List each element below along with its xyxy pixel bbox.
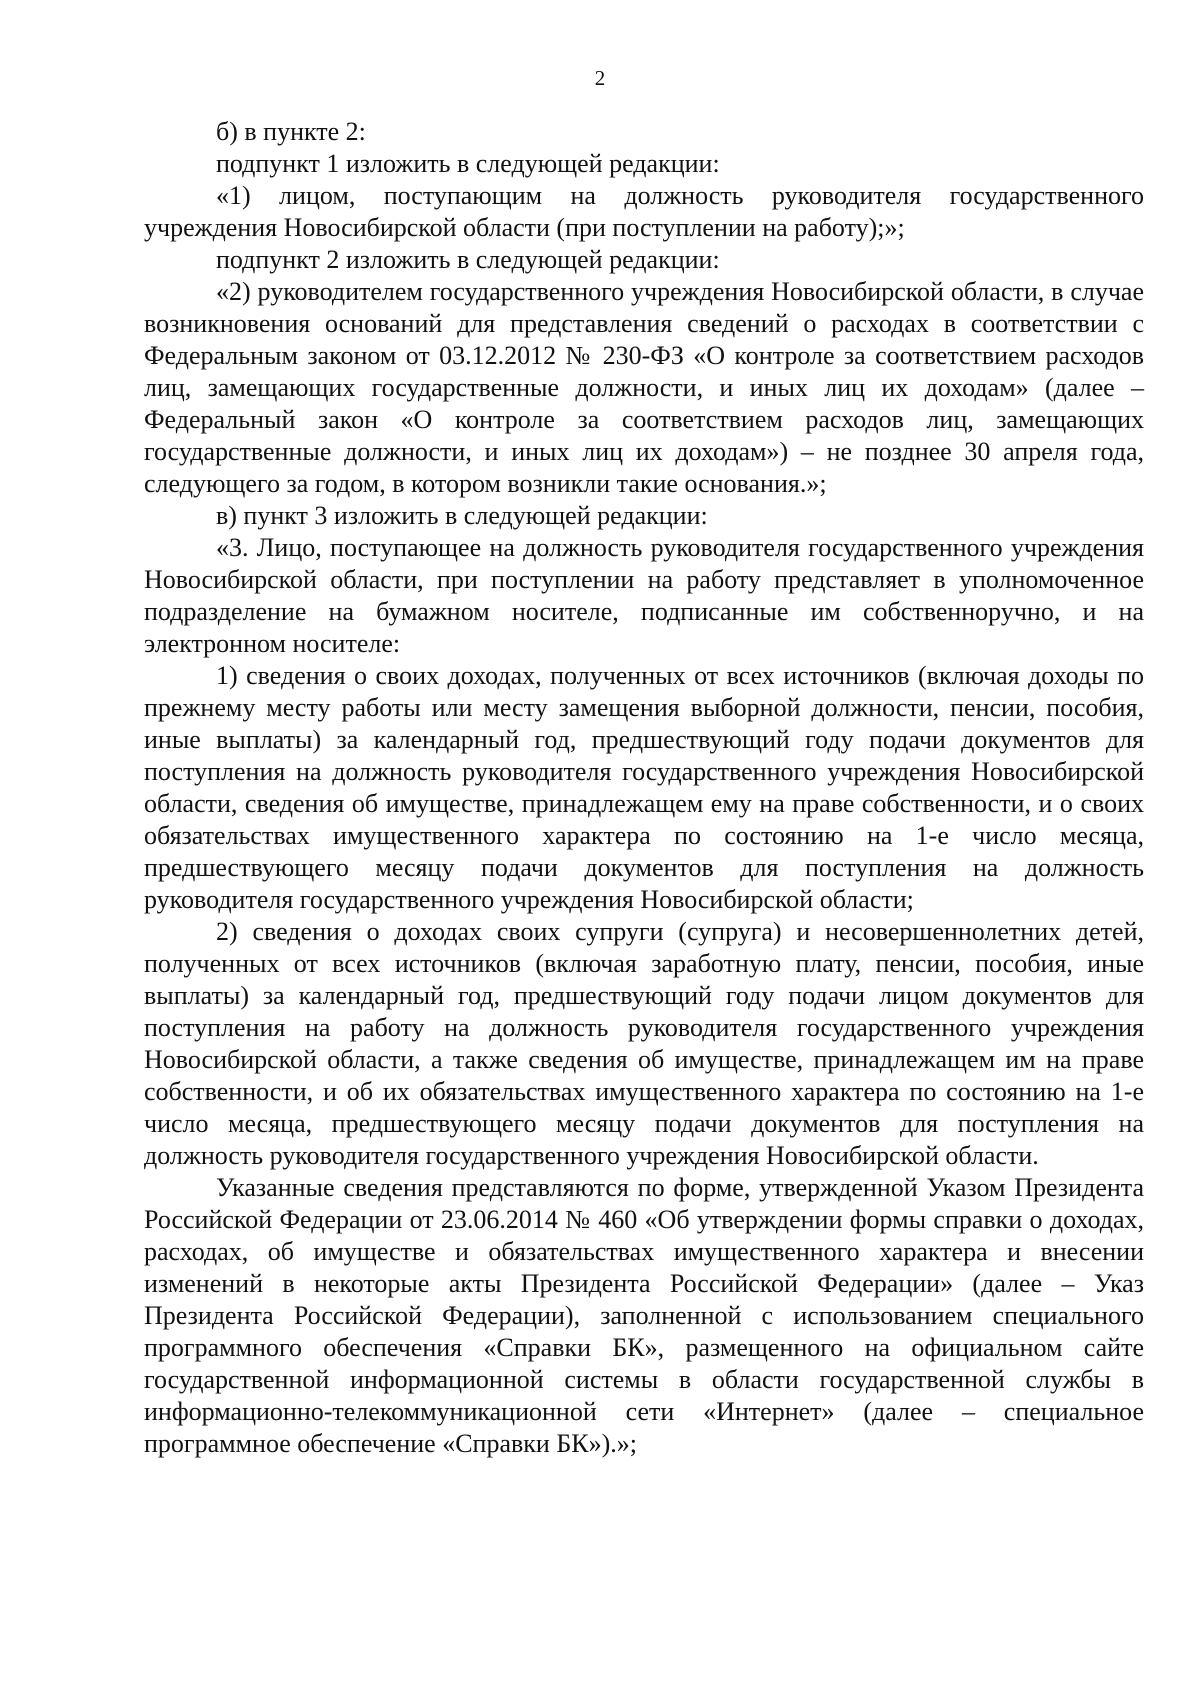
paragraph-point-3: «3. Лицо, поступающее на должность руководителя государственного учреждения Новосибирской области, при поступлении на работу представляет в уполномоченное подразделение на бумажном носителе, подписанные им собственноручно, и на электронном носителе: <box>144 533 1144 658</box>
paragraph-item-1: 1) сведения о своих доходах, полученных от всех источников (включая доходы по прежнему месту работы или месту замещения выборной должности, пенсии, пособия, иные выплаты) за календарный год, предшествующий году подачи документов для поступления на должность руководителя государственного учреждения Новосибирской области, сведения об имуществе, принадлежащем ему на праве собственности, и о своих обязательствах имущественного характера по состоянию на 1-е число месяца, предшествующего месяцу подачи документов для поступления на должность руководителя государственного учреждения Новосибирской области; <box>144 661 1144 914</box>
paragraph-subitem-v: в) пункт 3 изложить в следующей редакции: <box>216 501 708 530</box>
paragraph-subpoint-2-text: «2) руководителем государственного учреждения Новосибирской области, в случае возникновения оснований для представления сведений о расходах в соответствии с Федеральным законом от 03.12.2012 № 230-ФЗ «О контроле за соответствием расходов лиц, замещающих государственные должности, и иных лиц их доходам» (далее – Федеральный закон «О контроле за соответствием расходов лиц, замещающих государственные должности, и иных лиц их доходам») – не позднее 30 апреля года, следующего за годом, в котором возникли такие основания.»; <box>144 277 1144 498</box>
page-number: 2 <box>594 66 606 90</box>
paragraph-form-reference: Указанные сведения представляются по форме, утвержденной Указом Президента Российской Федерации от 23.06.2014 № 460 «Об утверждении формы справки о доходах, расходах, об имуществе и обязательствах имущественного характера и внесении изменений в некоторые акты Президента Российской Федерации» (далее – Указ Президента Российской Федерации), заполненной с использованием специального программного обеспечения «Справки БК», размещенного на официальном сайте государственной информационной системы в области государственной службы в информационно-телекоммуникационной сети «Интернет» (далее – специальное программное обеспечение «Справки БК»).»; <box>144 1173 1144 1458</box>
document-body <box>144 116 1144 1460</box>
paragraph-item-2: 2) сведения о доходах своих супруги (супруга) и несовершеннолетних детей, полученных от всех источников (включая заработную плату, пенсии, пособия, иные выплаты) за календарный год, предшествующий году подачи лицом документов для поступления на работу на должность руководителя государственного учреждения Новосибирской области, а также сведения об имуществе, принадлежащем им на праве собственности, и об их обязательствах имущественного характера по состоянию на 1-е число месяца, предшествующего месяцу подачи документов для поступления на должность руководителя государственного учреждения Новосибирской области. <box>144 917 1144 1170</box>
paragraph-subitem-b: б) в пункте 2: <box>216 117 366 146</box>
paragraph-subpoint-1-intro: подпункт 1 изложить в следующей редакции: <box>216 149 720 178</box>
paragraph-subpoint-1-text: «1) лицом, поступающим на должность руководителя государственного учреждения Новосибирской области (при поступлении на работу);»; <box>144 181 1144 242</box>
paragraph-subpoint-2-intro: подпункт 2 изложить в следующей редакции: <box>216 245 720 274</box>
